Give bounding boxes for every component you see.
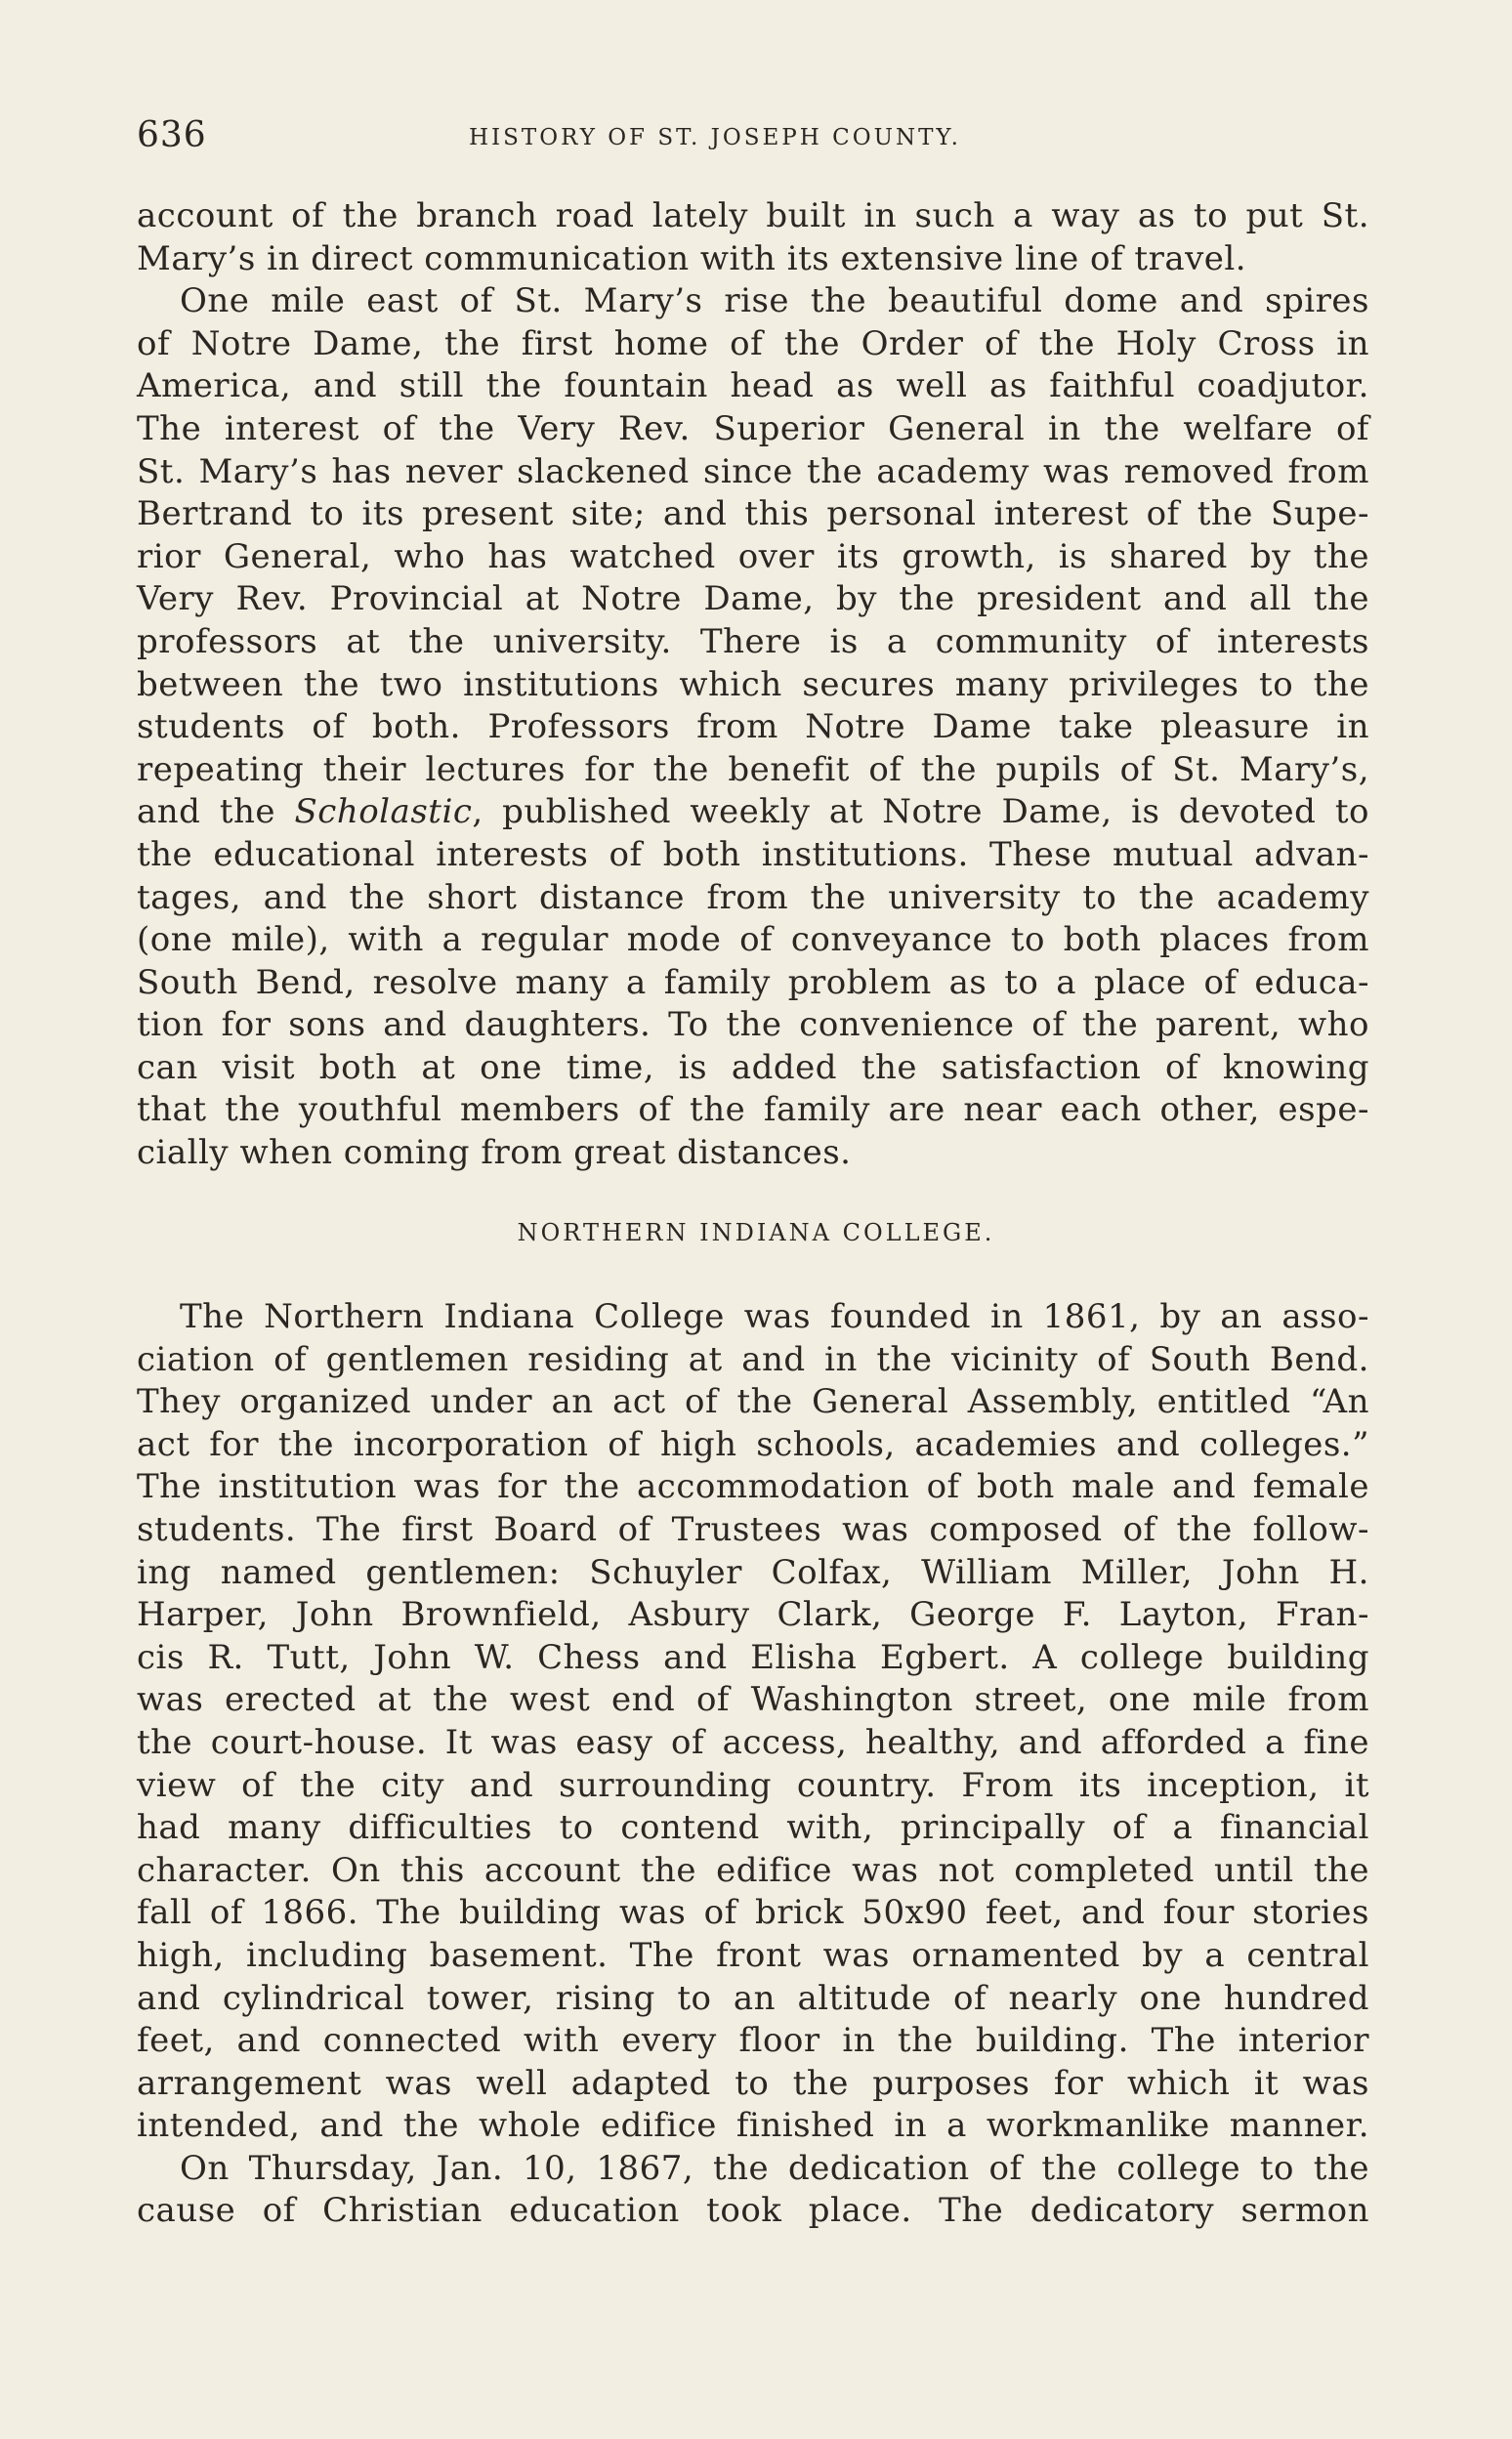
- text-line: Very Rev. Provincial at Notre Dame, by the president and all the: [137, 579, 1369, 619]
- section-heading: NORTHERN INDIANA COLLEGE.: [517, 1219, 995, 1246]
- text-line: The Northern Indiana College was founded in 1861, by an asso-: [180, 1297, 1369, 1336]
- text-line: ciation of gentlemen residing at and in the vicinity of South Bend.: [137, 1339, 1369, 1379]
- text-line: South Bend, resolve many a family problem as to a place of educa-: [137, 962, 1369, 1002]
- text-line: tion for sons and daughters. To the convenience of the parent, who: [137, 1005, 1369, 1045]
- running-head: HISTORY OF ST. JOSEPH COUNTY.: [469, 125, 961, 150]
- text-line: rior General, who has watched over its growth, is shared by the: [137, 536, 1369, 576]
- text-line: that the youthful members of the family are near each other, espe-: [137, 1090, 1369, 1130]
- text-line: (one mile), with a regular mode of conveyance to both places from: [137, 920, 1369, 960]
- text-line: Bertrand to its present site; and this personal interest of the Supe-: [137, 494, 1369, 534]
- text-line: America, and still the fountain head as well as faithful coadjutor.: [137, 366, 1369, 406]
- text-fragment: and the: [137, 792, 276, 832]
- body-text-section-2: [137, 1296, 1369, 2233]
- text-line: between the two institutions which secures many privileges to the: [137, 664, 1369, 704]
- text-line: professors at the university. There is a community of interests: [137, 621, 1369, 661]
- text-line: cially when coming from great distances.: [137, 1133, 852, 1173]
- text-line: and cylindrical tower, rising to an altitude of nearly one hundred: [137, 1978, 1369, 2018]
- text-line: St. Mary’s has never slackened since the academy was removed from: [137, 451, 1369, 491]
- text-line: Harper, John Brownfield, Asbury Clark, George F. Layton, Fran-: [137, 1595, 1369, 1635]
- text-line: fall of 1866. The building was of brick 50x90 feet, and four stories: [137, 1893, 1369, 1933]
- body-text-section-1: [137, 195, 1369, 1175]
- text-line: The interest of the Very Rev. Superior General in the welfare of: [137, 408, 1369, 448]
- text-line: view of the city and surrounding country. From its inception, it: [137, 1765, 1369, 1805]
- text-line: account of the branch road lately built in such a way as to put St.: [137, 196, 1369, 235]
- text-line: They organized under an act of the General Assembly, entitled “An: [137, 1382, 1369, 1422]
- page-number: 636: [137, 115, 207, 155]
- page-header: [137, 115, 1367, 164]
- text-line: One mile east of St. Mary’s rise the beautiful dome and spires: [180, 281, 1369, 321]
- italic-title: Scholastic: [294, 792, 473, 832]
- text-line: the court-house. It was easy of access, healthy, and afforded a fine: [137, 1722, 1369, 1762]
- text-line: The institution was for the accommodation of both male and female: [137, 1467, 1369, 1507]
- text-line: high, including basement. The front was ornamented by a central: [137, 1935, 1369, 1975]
- text-line: was erected at the west end of Washington street, one mile from: [137, 1680, 1369, 1720]
- text-line: repeating their lectures for the benefit of the pupils of St. Mary’s,: [137, 749, 1369, 789]
- text-fragment: , published weekly at Notre Dame, is devoted to: [472, 792, 1369, 832]
- text-line: students of both. Professors from Notre Dame take pleasure in: [137, 707, 1369, 747]
- text-line: On Thursday, Jan. 10, 1867, the dedication of the college to the: [180, 2148, 1369, 2188]
- text-line: act for the incorporation of high schools, academies and colleges.”: [137, 1424, 1369, 1464]
- text-line: feet, and connected with every floor in the building. The interior: [137, 2021, 1369, 2061]
- text-line-with-italic: [137, 791, 1369, 834]
- text-line: can visit both at one time, is added the satisfaction of knowing: [137, 1047, 1369, 1087]
- text-line: students. The first Board of Trustees was composed of the follow-: [137, 1509, 1369, 1549]
- text-line: of Notre Dame, the first home of the Order of the Holy Cross in: [137, 323, 1369, 363]
- text-line: Mary’s in direct communication with its extensive line of travel.: [137, 238, 1247, 278]
- text-line: had many difficulties to contend with, principally of a financial: [137, 1808, 1369, 1848]
- text-line: cis R. Tutt, John W. Chess and Elisha Egbert. A college building: [137, 1637, 1369, 1677]
- text-line: character. On this account the edifice was not completed until the: [137, 1850, 1369, 1890]
- text-line: the educational interests of both institutions. These mutual advan-: [137, 834, 1369, 874]
- text-line: intended, and the whole edifice finished in a workmanlike manner.: [137, 2106, 1369, 2146]
- text-line: ing named gentlemen: Schuyler Colfax, William Miller, John H.: [137, 1552, 1369, 1592]
- text-line: tages, and the short distance from the university to the academy: [137, 877, 1369, 917]
- text-line: cause of Christian education took place. The dedicatory sermon: [137, 2191, 1369, 2231]
- text-line: arrangement was well adapted to the purposes for which it was: [137, 2063, 1369, 2103]
